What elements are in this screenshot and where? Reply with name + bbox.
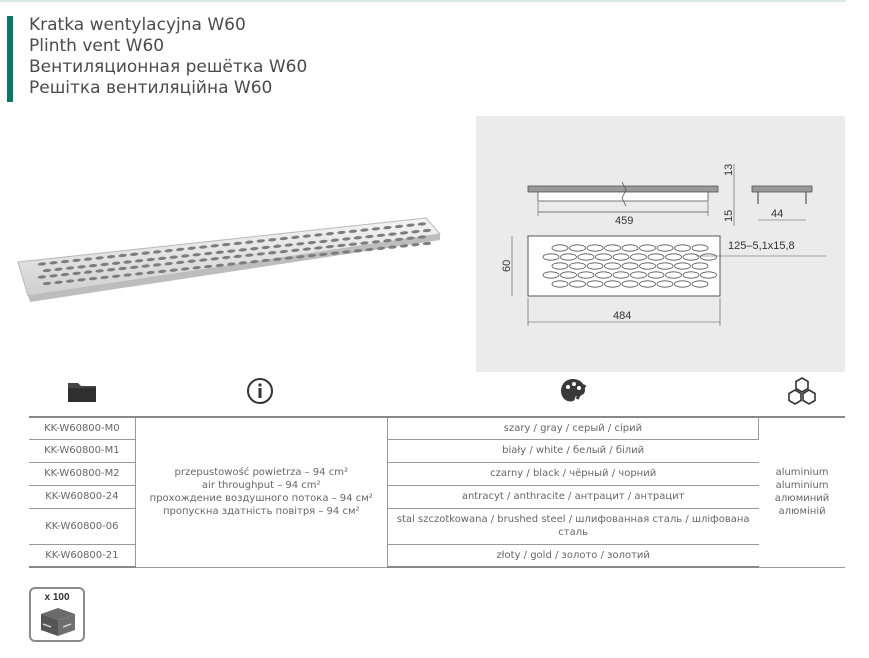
dim-15: 15 — [723, 209, 735, 222]
material-ua: алюміній — [778, 506, 826, 518]
color-name: biały / white / белый / білий — [387, 439, 758, 462]
air-ua: пропускна здатність повітря – 94 см² — [162, 506, 360, 518]
box-icon — [39, 606, 77, 638]
material — [759, 417, 845, 567]
package-quantity-badge — [29, 587, 85, 642]
color-name: stal szczotkowana / brushed steel / шлифованная сталь / шліфована сталь — [387, 508, 758, 544]
title-en: Plinth vent W60 — [29, 36, 165, 56]
product-code: KK-W60800-M1 — [29, 439, 135, 462]
dim-44: 44 — [771, 208, 784, 220]
title-accent-bar — [7, 16, 13, 102]
title-pl: Kratka wentylacyjna W60 — [29, 15, 246, 35]
color-name: czarny / black / чёрный / чорний — [387, 462, 758, 485]
technical-drawing — [476, 116, 845, 372]
product-code: KK-W60800-M0 — [29, 417, 135, 439]
spec-table — [29, 416, 845, 568]
product-code: KK-W60800-24 — [29, 485, 135, 508]
info-icon — [244, 375, 276, 407]
material-en: aluminium — [775, 480, 829, 492]
top-rule — [0, 0, 846, 2]
title-ua: Решітка вентиляційна W60 — [29, 78, 273, 98]
product-titles — [29, 15, 307, 99]
dim-13: 13 — [723, 163, 735, 176]
folder-icon — [66, 375, 98, 407]
color-name: szary / gray / серый / сірий — [387, 417, 758, 439]
dim-484: 484 — [613, 310, 632, 322]
dim-slot: 125–5,1x15,8 — [728, 240, 795, 252]
material-pl: aluminium — [775, 467, 829, 479]
air-pl: przepustowość powietrza – 94 cm² — [174, 467, 348, 479]
product-code: KK-W60800-06 — [29, 508, 135, 544]
product-photo — [14, 212, 452, 304]
palette-icon — [557, 375, 589, 407]
air-ru: прохождение воздушного потока – 94 см² — [149, 493, 373, 505]
color-name: złoty / gold / золото / золотий — [387, 544, 758, 567]
air-throughput — [135, 417, 387, 567]
cubes-icon — [786, 375, 818, 407]
color-name: antracyt / anthracite / антрацит / антрацит — [387, 485, 758, 508]
air-en: air throughput – 94 cm² — [201, 480, 321, 492]
title-ru: Вентиляционная решётка W60 — [29, 57, 308, 77]
dim-60: 60 — [501, 259, 513, 272]
package-quantity: x 100 — [44, 592, 70, 603]
dim-459: 459 — [615, 215, 634, 227]
product-code: KK-W60800-21 — [29, 544, 135, 567]
product-code: KK-W60800-M2 — [29, 462, 135, 485]
material-ru: алюминий — [774, 493, 830, 505]
